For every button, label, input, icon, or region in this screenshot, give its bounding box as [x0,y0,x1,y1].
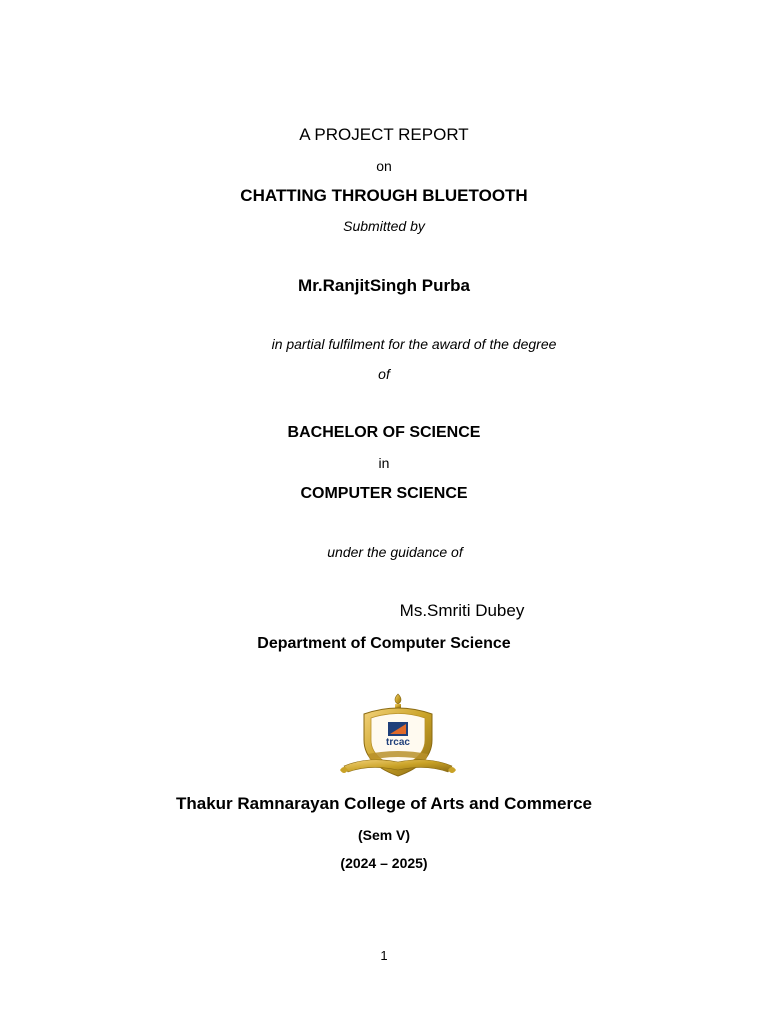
guidance-text: under the guidance of [327,544,463,560]
on-text: on [376,158,392,174]
report-type: A PROJECT REPORT [299,125,469,144]
author-name: Mr.RanjitSingh Purba [298,276,470,295]
guide-name: Ms.Smriti Dubey [399,601,525,620]
college-crest-logo [338,692,458,784]
partial-fulfilment-text: in partial fulfilment for the award of the degree [271,336,557,352]
department-name: Department of Computer Science [257,635,511,652]
emblem-text: trcac [386,737,410,748]
submitted-by-text: Submitted by [343,218,425,234]
project-title: CHATTING THROUGH BLUETOOTH [240,186,528,205]
semester: (Sem V) [357,827,411,843]
of-text: of [378,366,390,382]
academic-year: (2024 – 2025) [340,855,428,871]
subject-name: COMPUTER SCIENCE [300,485,468,502]
college-name: Thakur Ramnarayan College of Arts and Commerce [176,794,592,813]
degree-name: BACHELOR OF SCIENCE [287,424,481,441]
page-number: 1 [380,948,388,963]
in-text: in [378,455,390,471]
